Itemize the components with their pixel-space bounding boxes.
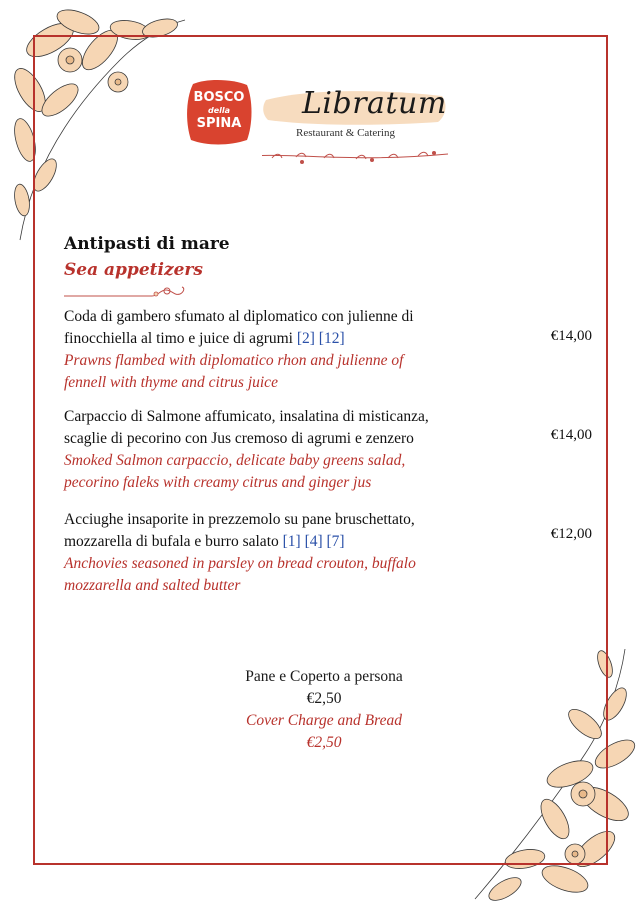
cover-label-italian: Pane e Coperto a persona: [245, 668, 403, 685]
item-italian-text: finocchiella al timo e juice di agrumi: [64, 330, 293, 347]
libratum-subtitle: Restaurant & Catering: [296, 127, 395, 139]
bosco-logo-line2: della: [207, 106, 231, 115]
bosco-della-spina-logo: [183, 76, 255, 148]
item-english-line1: Prawns flambed with diplomatico rhon and julienne of: [64, 352, 404, 369]
item-italian-text: mozzarella di bufala e burro salato: [64, 533, 279, 550]
bosco-logo-line1: BOSCO: [193, 90, 245, 105]
menu-item: [64, 406, 484, 494]
item-italian-line2: scaglie di pecorino con Jus cremoso di agrumi e zenzero: [64, 430, 414, 447]
item-english-line1: Smoked Salmon carpaccio, delicate baby greens salad,: [64, 452, 406, 469]
item-price: €14,00: [550, 328, 592, 344]
libratum-name: Libratum: [302, 86, 447, 121]
item-english-line1: Anchovies seasoned in parsley on bread crouton, buffalo: [64, 555, 416, 572]
allergen-references: [2] [12]: [296, 330, 345, 347]
allergen-references: [1] [4] [7]: [282, 533, 345, 550]
item-italian-line2: [64, 328, 484, 350]
cover-label-english: Cover Charge and Bread: [246, 712, 402, 729]
bosco-logo-line3: SPINA: [196, 116, 242, 131]
libratum-logo: [262, 80, 450, 180]
item-english-line2: mozzarella and salted butter: [64, 577, 241, 594]
item-italian-line1: Carpaccio di Salmone affumicato, insalatina di misticanza,: [64, 408, 429, 425]
menu-item: [64, 306, 484, 394]
cover-charge: [224, 666, 424, 754]
item-italian-line1: Acciughe insaporite in prezzemolo su pane bruschettato,: [64, 511, 415, 528]
section-subtitle: Sea appetizers: [64, 260, 203, 280]
section-title: Antipasti di mare: [64, 234, 230, 254]
cover-price-english: €2,50: [306, 734, 342, 751]
item-price: €14,00: [550, 427, 592, 443]
cover-price-italian: €2,50: [306, 690, 342, 707]
item-italian-line1: Coda di gambero sfumato al diplomatico con julienne di: [64, 308, 414, 325]
menu-item: [64, 509, 484, 597]
item-english-line2: fennell with thyme and citrus juice: [64, 374, 278, 391]
item-price: €12,00: [550, 526, 592, 542]
item-english-line2: pecorino faleks with creamy citrus and ginger jus: [64, 474, 372, 491]
decorative-divider: [64, 282, 189, 304]
item-italian-line2: [64, 531, 484, 553]
